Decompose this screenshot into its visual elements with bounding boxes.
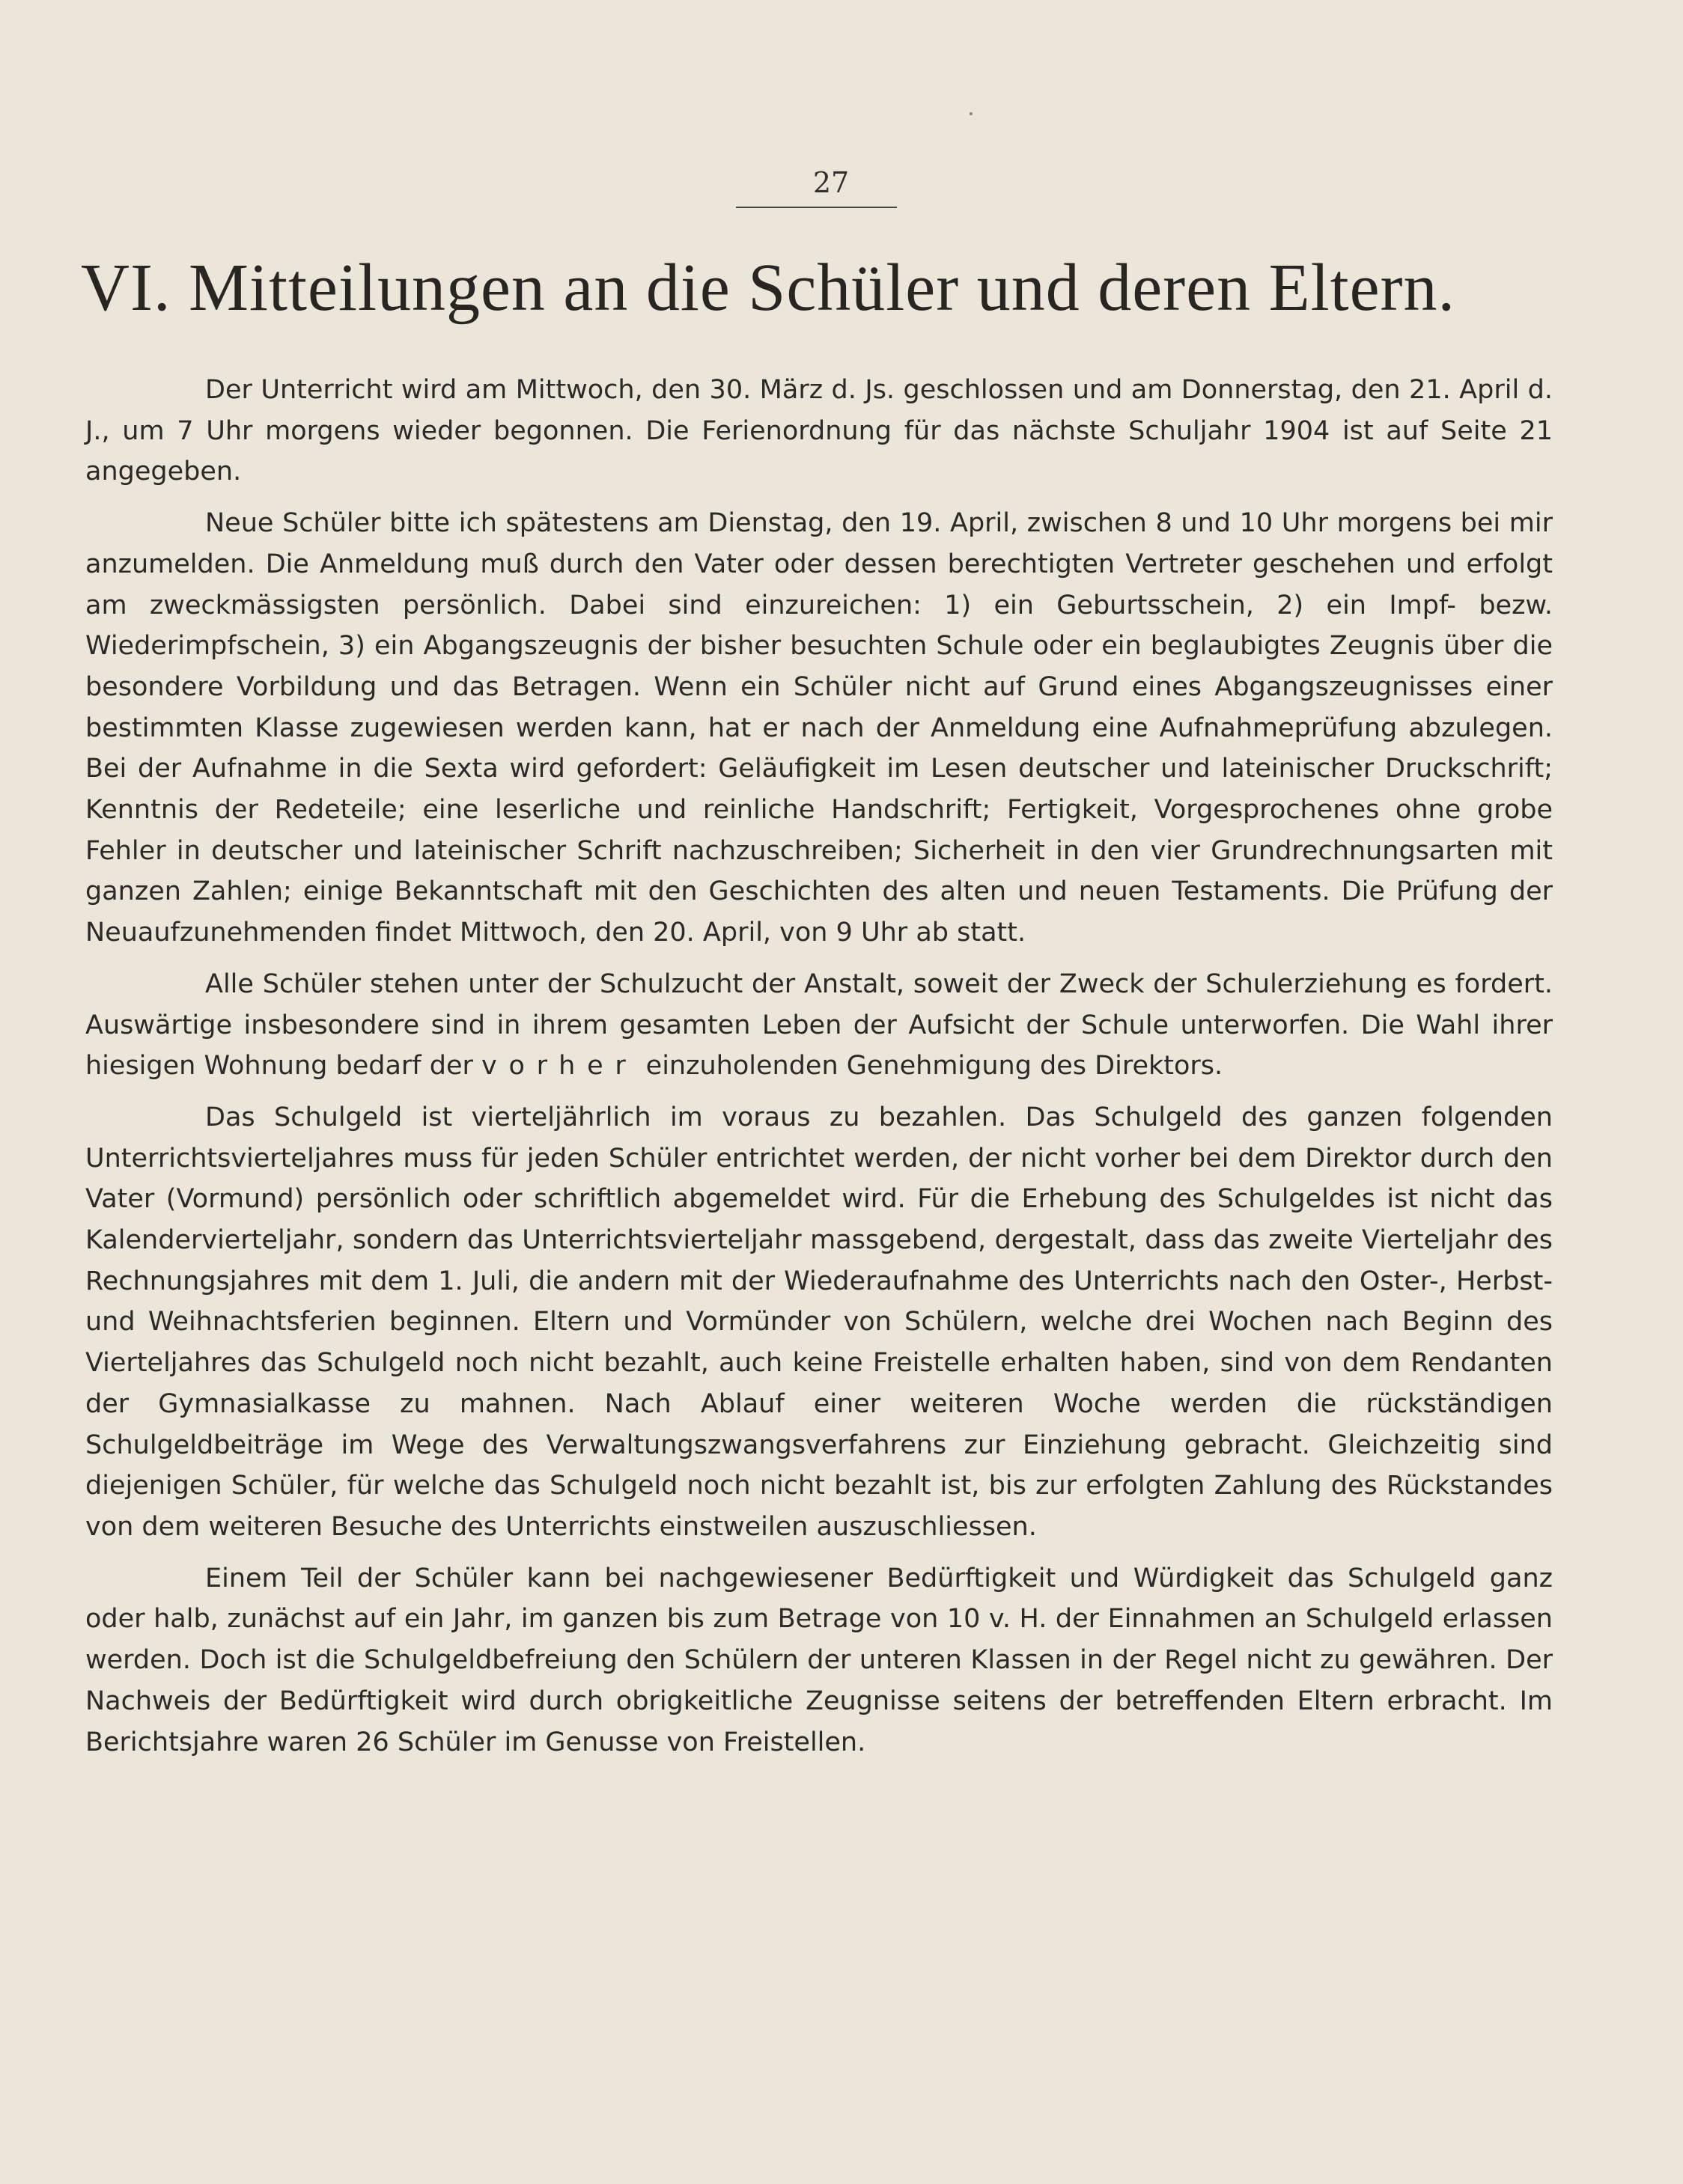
- paragraph-text-part: einzuholenden Genehmigung des Direktors.: [637, 1051, 1223, 1082]
- page-number: 27: [812, 166, 850, 199]
- section-heading: VI. Mitteilungen an die Schüler und deren Eltern.: [81, 251, 1455, 325]
- paragraph-text-part: Alle Schüler stehen unter der Schulzucht der Anstalt, soweit der Zweck der Schulerziehung es fordert. Auswärtige insbesondere sind in ihrem gesamten Leben der Aufsicht der Schule unterworfen. Die Wahl ihrer hiesigen Wohnung bedarf der: [85, 969, 1553, 1082]
- page-number-rule: [736, 207, 897, 208]
- emphasized-word: vorher: [481, 1051, 638, 1082]
- paragraph-school-dates: Der Unterricht wird am Mittwoch, den 30. März d. Js. geschlossen und am Donnerstag, den 21. April d. J., um 7 Uhr morgens wieder begonnen. Die Ferienordnung für das nächste Schuljahr 1904 ist auf Seite 21 angegeben.: [85, 375, 1553, 487]
- paragraph-school-fees: Das Schulgeld ist vierteljährlich im voraus zu bezahlen. Das Schulgeld des ganzen folgenden Unterrichtsvierteljahres muss für jeden Schüler entrichtet werden, der nicht vorher bei dem Direktor durch den Vater (Vormund) persönlich oder schriftlich abgemeldet wird. Für die Erhebung des Schulgeldes ist nicht das Kalendervierteljahr, sondern das Unterrichtsvierteljahr massgebend, dergestalt, dass das zweite Vierteljahr des Rechnungsjahres mit dem 1. Juli, die andern mit der Wiederaufnahme des Unterrichts nach den Oster-, Herbst- und Weihnachtsferien beginnen. Eltern und Vormünder von Schülern, welche drei Wochen nach Beginn des Vierteljahres das Schulgeld noch nicht bezahlt, auch keine Freistelle erhalten haben, sind von dem Rendanten der Gymnasialkasse zu mahnen. Nach Ablauf einer weiteren Woche werden die rückständigen Schulgeldbeiträge im Wege des Verwaltungszwangsverfahrens zur Einziehung gebracht. Gleichzeitig sind diejenigen Schüler, für welche das Schulgeld noch nicht bezahlt ist, bis zur erfolgten Zahlung des Rückstandes von dem weiteren Besuche des Unterrichts einstweilen auszuschliessen.: [85, 1102, 1553, 1542]
- paper-speck: [970, 112, 973, 115]
- paragraph-fee-exemption: Einem Teil der Schüler kann bei nachgewiesener Bedürftigkeit und Würdigkeit das Schulgeld ganz oder halb, zunächst auf ein Jahr, im ganzen bis zum Betrage von 10 v. H. der Einnahmen an Schulgeld erlassen werden. Doch ist die Schulgeldbefreiung den Schülern der unteren Klassen in der Regel nicht zu gewähren. Der Nachweis der Bedürftigkeit wird durch obrigkeitliche Zeugnisse seitens der betreffenden Eltern erbracht. Im Berichtsjahre waren 26 Schüler im Genusse von Freistellen.: [85, 1563, 1553, 1757]
- paragraph-school-discipline: [85, 964, 1553, 1087]
- body-text: [85, 370, 1553, 1763]
- paragraph-new-students: Neue Schüler bitte ich spätestens am Dienstag, den 19. April, zwischen 8 und 10 Uhr morgens bei mir anzumelden. Die Anmeldung muß durch den Vater oder dessen berechtigten Vertreter geschehen und erfolgt am zweckmässigsten persönlich. Dabei sind einzureichen: 1) ein Geburtsschein, 2) ein Impf- bezw. Wiederimpfschein, 3) ein Abgangszeugnis der bisher besuchten Schule oder ein beglaubigtes Zeugnis über die besondere Vorbildung und das Betragen. Wenn ein Schüler nicht auf Grund eines Abgangszeugnisses einer bestimmten Klasse zugewiesen werden kann, hat er nach der Anmeldung eine Aufnahmeprüfung abzulegen. Bei der Aufnahme in die Sexta wird gefordert: Geläufigkeit im Lesen deutscher und lateinischer Druckschrift; Kenntnis der Redeteile; eine leserliche und reinliche Handschrift; Fertigkeit, Vorgesprochenes ohne grobe Fehler in deutscher und lateinischer Schrift nachzuschreiben; Sicherheit in den vier Grundrechnungsarten mit ganzen Zahlen; einige Bekanntschaft mit den Geschichten des alten und neuen Testaments. Die Prüfung der Neuaufzunehmenden findet Mittwoch, den 20. April, von 9 Uhr ab statt.: [85, 508, 1553, 948]
